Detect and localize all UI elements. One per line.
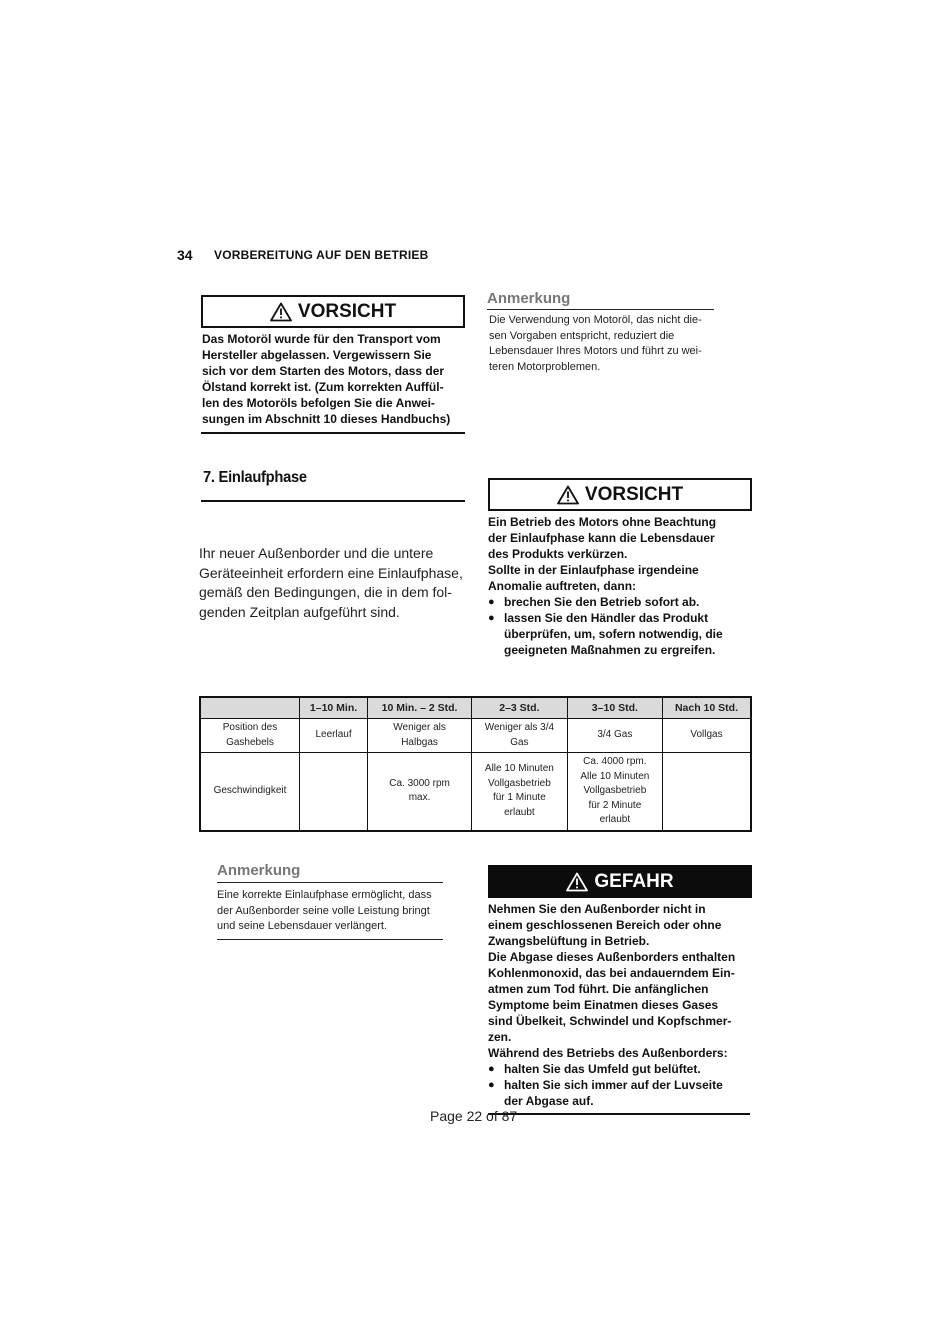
bullet-item [488,1061,751,1077]
cell-line: Weniger als 3/4 [484,722,555,733]
text-line: Ein Betrieb des Motors ohne Beachtung [488,515,717,529]
table-cell [567,753,662,831]
bullet-item [488,594,751,610]
text-line: des Produkts verkürzen. [488,547,628,561]
table-header-cell: 2–3 Std. [472,697,568,719]
table-header-cell: 10 Min. – 2 Std. [368,697,472,719]
bullet-text [504,610,723,658]
text-line: überprüfen, um, sofern notwendig, die [504,627,723,641]
text-line: und seine Lebensdauer verlängert. [217,920,388,932]
cell-line: Leerlauf [315,729,352,741]
cell-line: Ca. 4000 rpm. [583,756,647,767]
cell-line: Alle 10 Minuten [580,770,650,782]
cell-line: erlaubt [504,806,535,818]
bullet-dot-icon: ● [488,1079,495,1091]
cell-line: Vollgas [690,729,723,741]
caution-box [201,295,465,328]
caution-box [488,478,752,511]
text-line: Ihr neuer Außenborder und die untere [199,545,434,561]
text-line: Zwangsbelüftung in Betrieb. [488,934,650,948]
caution-text [488,514,751,658]
note-title: Anmerkung [487,290,571,307]
section-intro [199,544,464,622]
text-line: Symptome beim Einatmen dieses Gases [488,998,719,1012]
text-line: Anomalie auftreten, dann: [488,579,637,593]
text-line: Das Motoröl wurde für den Transport vom [202,332,441,346]
text-line: brechen Sie den Betrieb sofort ab. [504,595,700,609]
table-header-cell: Nach 10 Std. [662,697,751,719]
danger-label: GEFAHR [594,870,674,892]
cell-line: Ca. 3000 rpm [389,777,450,789]
text-line: sich vor dem Starten des Motors, dass der [202,364,445,378]
break-in-schedule-table [199,696,752,832]
text-line: geeigneten Maßnahmen zu ergreifen. [504,643,716,657]
warning-triangle-icon [557,485,579,505]
cell-line: max. [408,792,431,804]
table-header-cell: 3–10 Std. [567,697,662,719]
page-footer: Page 22 of 87 [430,1108,518,1124]
cell-line: Vollgasbetrieb [487,777,551,789]
danger-text [488,901,751,1109]
table-cell [368,753,472,831]
table-header-cell [200,697,300,719]
text-line: teren Motorproblemen. [489,360,601,373]
note-title: Anmerkung [217,862,301,879]
table-cell [472,719,568,753]
cell-line: Geschwindigkeit [213,785,287,796]
text-line: Geräteeinheit erfordern eine Einlaufphase, [199,564,463,581]
text-line: Ölstand korrekt ist. (Zum korrekten Auffül- [202,380,444,394]
text-line: Die Abgase dieses Außenborders enthalten [488,950,736,964]
bullet-text [504,1061,701,1077]
text-line: Nehmen Sie den Außenborder nicht in [488,902,706,916]
table-row-label [200,719,300,753]
text-line: halten Sie das Umfeld gut belüftet. [504,1062,701,1076]
note-text [489,313,715,375]
table-header-cell: 1–10 Min. [300,697,368,719]
table-cell [662,719,751,753]
bullet-dot-icon: ● [488,612,495,624]
text-line: Die Verwendung von Motoröl, das nicht die- [489,314,702,326]
table-row [200,719,751,753]
note-divider [217,882,443,883]
text-line: sungen im Abschnitt 10 dieses Handbuchs) [202,412,451,426]
running-header: VORBEREITUNG AUF DEN BETRIEB [214,248,429,262]
text-line: gemäß den Bedingungen, die in dem fol- [199,584,452,600]
caution-text [202,331,464,427]
text-line: der Abgase auf. [504,1094,594,1108]
text-line: sind Übelkeit, Schwindel und Kopfschmer- [488,1014,732,1028]
text-line: Während des Betriebs des Außenborders: [488,1046,728,1060]
section-title: 7. Einlaufphase [203,469,307,486]
cell-line: Weniger als [393,722,446,733]
table-row-label [200,753,300,831]
cell-line: erlaubt [599,814,631,825]
cell-line: Halbgas [401,736,438,748]
cell-line: Gas [510,736,529,748]
bullet-item [488,1077,751,1109]
caution-label: VORSICHT [297,300,397,322]
text-line: len des Motoröls befolgen Sie die Anwei- [202,396,435,410]
text-line: zen. [488,1030,512,1044]
text-line: Kohlenmonoxid, das bei andauerndem Ein- [488,966,735,980]
text-line: Hersteller abgelassen. Vergewissern Sie [202,348,432,362]
note-text [217,888,445,935]
table-cell [368,719,472,753]
cell-line: Alle 10 Minuten [484,763,554,775]
cell-line: Position des [222,722,278,733]
caution-divider [201,432,465,434]
text-line: einem geschlossenen Bereich oder ohne [488,918,722,932]
text-line: Eine korrekte Einlaufphase ermöglicht, dass [217,889,432,901]
warning-triangle-icon [270,302,292,322]
cell-line: für 2 Minute [588,799,642,811]
bullet-text [504,594,699,610]
bullet-text [504,1077,723,1109]
text-line: sen Vorgaben entspricht, reduziert die [489,329,675,342]
caution-label: VORSICHT [584,483,684,505]
danger-box [488,865,752,898]
table-cell [567,719,662,753]
text-line: lassen Sie den Händler das Produkt [504,611,709,625]
bullet-item [488,610,751,658]
text-line: genden Zeitplan aufgeführt sind. [199,603,400,620]
note-divider [487,309,714,310]
danger-divider [488,1113,750,1115]
text-line: der Außenborder seine volle Leistung bringt [217,904,430,917]
cell-line: Gashebels [226,736,274,748]
bullet-dot-icon: ● [488,1063,495,1075]
table-cell [472,753,568,831]
page-number: 34 [177,247,193,263]
warning-triangle-icon [566,872,588,892]
table-cell [300,719,368,753]
cell-line: Vollgasbetrieb [583,785,647,796]
text-line: halten Sie sich immer auf der Luvseite [504,1078,723,1092]
text-line: Lebensdauer Ihres Motors und führt zu wei- [489,345,702,357]
text-line: Sollte in der Einlaufphase irgendeine [488,563,699,577]
text-line: atmen zum Tod führt. Die anfänglichen [488,982,709,996]
cell-line: 3/4 Gas [597,729,633,741]
note-divider [217,939,443,940]
table-cell [662,753,751,831]
table-row [200,753,751,831]
table-cell [300,753,368,831]
cell-line: für 1 Minute [492,792,546,804]
table-header-row [200,697,751,719]
text-line: der Einlaufphase kann die Lebensdauer [488,531,715,545]
section-divider [201,500,465,502]
bullet-dot-icon: ● [488,596,495,608]
